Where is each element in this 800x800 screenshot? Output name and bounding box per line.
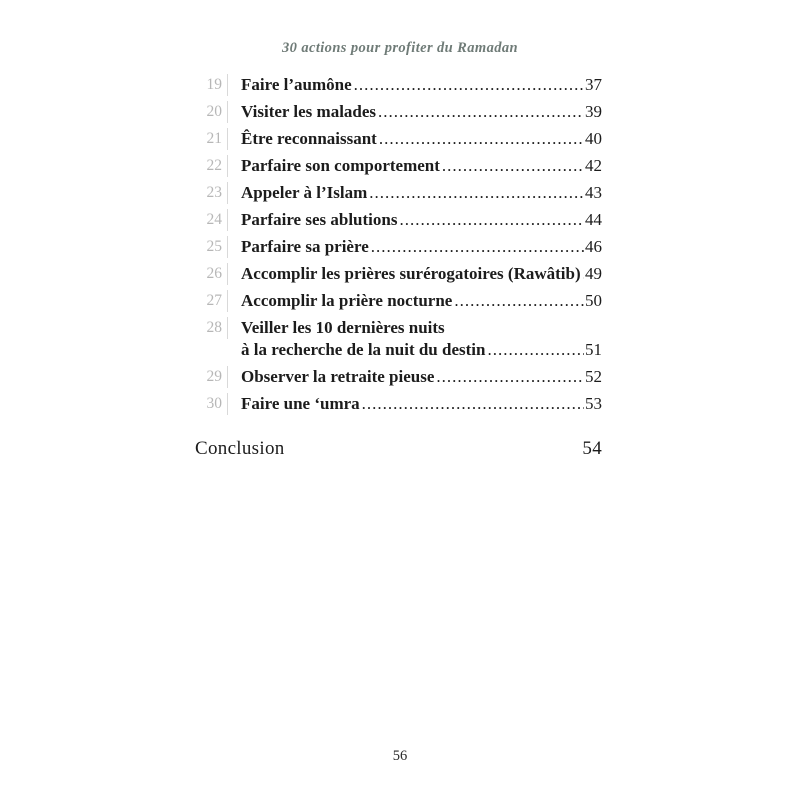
toc-item-title: Parfaire son comportement [241, 156, 440, 175]
toc-item-number: 27 [198, 290, 228, 312]
toc-item-number: 26 [198, 263, 228, 285]
dot-leader [371, 236, 584, 258]
toc-item-lines [241, 101, 602, 123]
toc-item [198, 128, 602, 150]
toc-item [198, 182, 602, 204]
toc-line [241, 182, 602, 204]
toc-item [198, 155, 602, 177]
toc-item-lines [241, 393, 602, 415]
toc-line [241, 236, 602, 258]
toc-item-lines [241, 74, 602, 96]
toc-item [198, 263, 602, 285]
toc-item [198, 393, 602, 415]
toc-line [241, 74, 602, 96]
toc-item-lines [241, 366, 602, 388]
toc-item-title: Parfaire sa prière [241, 237, 369, 256]
toc-item-page-number: 37 [585, 75, 602, 94]
toc-line [241, 339, 602, 361]
toc-line [241, 366, 602, 388]
toc-item-lines [241, 236, 602, 258]
toc-line [241, 101, 602, 123]
toc-item-page-number: 52 [585, 367, 602, 386]
toc-line [241, 290, 602, 312]
dot-leader [362, 393, 584, 415]
dot-leader [378, 101, 584, 123]
toc-item-title: Visiter les malades [241, 102, 377, 121]
toc-item-title: Veiller les 10 dernières nuits [241, 318, 445, 337]
toc-item [198, 209, 602, 231]
toc-line [241, 155, 602, 177]
running-header: 30 actions pour profiter du Ramadan [282, 40, 518, 56]
toc-line [241, 393, 602, 415]
toc-item-title: à la recherche de la nuit du destin [241, 340, 486, 359]
toc-item-number: 20 [198, 101, 228, 123]
toc-item [198, 366, 602, 388]
toc-item [198, 290, 602, 312]
dot-leader [369, 182, 584, 204]
conclusion-label: Conclusion [195, 438, 285, 459]
toc-item-lines [241, 182, 602, 204]
toc-item-page-number: 43 [585, 183, 602, 202]
toc-item-page-number: 46 [585, 237, 602, 256]
toc-item-lines [241, 290, 602, 312]
toc-item-number: 24 [198, 209, 228, 231]
toc-item [198, 317, 602, 361]
dot-leader [442, 155, 584, 177]
toc-item-title: Observer la retraite pieuse [241, 367, 435, 386]
toc-item-title: Être reconnaissant [241, 129, 377, 148]
toc-line [241, 317, 602, 339]
toc-item-lines [241, 317, 602, 361]
toc-item-page-number: 50 [585, 291, 602, 310]
toc-item-page-number: 49 [585, 264, 602, 283]
dot-leader [583, 263, 584, 285]
dot-leader [454, 290, 584, 312]
toc-line [241, 263, 602, 285]
toc-item-number: 21 [198, 128, 228, 150]
toc-item-page-number: 39 [585, 102, 602, 121]
toc-item [198, 101, 602, 123]
toc-item-lines [241, 209, 602, 231]
toc-item-page-number: 44 [585, 210, 602, 229]
toc-item-number: 29 [198, 366, 228, 388]
toc-item-lines [241, 263, 602, 285]
dot-leader [487, 339, 584, 361]
toc-item-title: Accomplir les prières surérogatoires (Rawâtib) [241, 264, 581, 283]
toc-item-title: Appeler à l’Islam [241, 183, 368, 202]
toc-item-page-number: 42 [585, 156, 602, 175]
toc-item [198, 236, 602, 258]
toc-item-lines [241, 128, 602, 150]
conclusion-page-number: 54 [582, 438, 602, 459]
dot-leader [436, 366, 584, 388]
toc-item-number: 23 [198, 182, 228, 204]
toc-item-title: Parfaire ses ablutions [241, 210, 398, 229]
toc-item-number: 22 [198, 155, 228, 177]
toc-item-page-number: 51 [585, 340, 602, 359]
conclusion-row [195, 438, 602, 460]
toc-item-page-number: 53 [585, 394, 602, 413]
toc-item [198, 74, 602, 96]
toc-item-title: Faire une ‘umra [241, 394, 360, 413]
toc-item-number: 25 [198, 236, 228, 258]
toc-item-number: 28 [198, 317, 228, 339]
page-number: 56 [392, 748, 408, 764]
toc-item-lines [241, 155, 602, 177]
toc-item-page-number: 40 [585, 129, 602, 148]
dot-leader [399, 209, 584, 231]
toc-item-title: Faire l’aumône [241, 75, 352, 94]
dot-leader [379, 128, 584, 150]
toc-line [241, 209, 602, 231]
toc-item-title: Accomplir la prière nocturne [241, 291, 453, 310]
toc-item-number: 30 [198, 393, 228, 415]
toc-item-number: 19 [198, 74, 228, 96]
table-of-contents [198, 74, 602, 420]
toc-line [241, 128, 602, 150]
dot-leader [354, 74, 584, 96]
